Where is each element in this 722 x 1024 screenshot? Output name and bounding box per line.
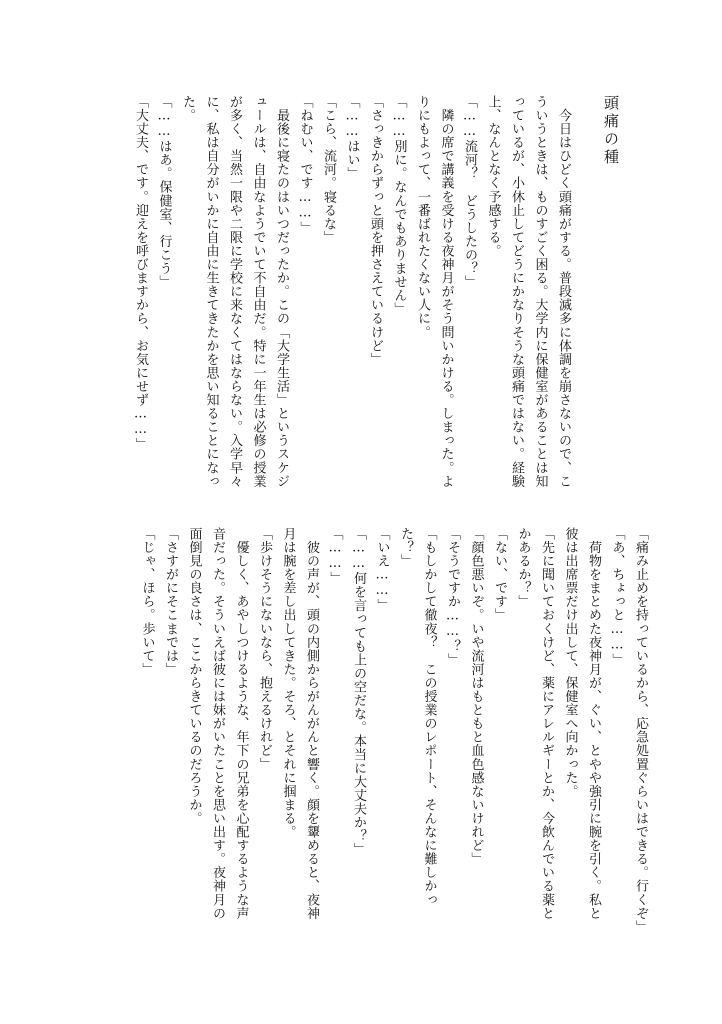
text-line: が多く、当然一限や二限に学校に来なくてはならない。入学早々 xyxy=(227,95,242,488)
text-line: 「……流河？ どうしたの？」 xyxy=(462,95,477,289)
text-line: 「顔色悪いぞ。いや流河はもともと血色感ないけれど」 xyxy=(468,527,484,866)
upper-text-block xyxy=(129,95,623,495)
text-line: た？」 xyxy=(398,527,413,568)
text-line: 最後に寝たのはいつだったか。この「大学生活」というスケジ xyxy=(274,95,289,488)
text-line: 月は腕を差し出してきた。そろ、とそれに掴まる。 xyxy=(280,527,296,839)
text-line: 今日はひどく頭痛がする。普段滅多に体調を崩さないので、こ xyxy=(556,95,571,488)
text-line: た。 xyxy=(180,95,195,123)
text-line: 「こら、流河。寝るな」 xyxy=(321,95,336,245)
text-line: 彼の声が、頭の内側からがんがんと響く。顔を顰めると、夜神 xyxy=(304,527,319,920)
text-line: 「大丈夫、です。迎えを呼びますから、お気にせず……」 xyxy=(133,95,148,452)
text-line: 「さっきからずっと頭を押さえているけど」 xyxy=(368,95,383,366)
text-line: ういうときは、ものすごく困る。大学内に保健室があることは知 xyxy=(532,95,548,488)
text-line: 「じゃ、ほら。歩いて」 xyxy=(139,527,155,677)
text-line: 「ない、です」 xyxy=(492,527,507,622)
text-line: 「いえ……」 xyxy=(374,527,390,613)
text-line: 「……別に。なんでもありません」 xyxy=(391,95,407,316)
text-line: ュールは、自由なようでいて不自由だ。特に一年生は必修の授業 xyxy=(250,95,266,488)
text-line: 「ねむい、です……」 xyxy=(297,95,313,235)
text-line: 「……何を言っても上の空だな。本当に大丈夫か？」 xyxy=(351,527,366,857)
text-line: 「先に聞いておくけど、薬にアレルギーとか、今飲んでいる薬と xyxy=(539,527,554,920)
text-line xyxy=(599,95,623,495)
text-line: 上、なんとなく予感する。 xyxy=(485,95,501,258)
text-line: 隣の席で講義を受ける夜神月がそう問いかける。しまった。よ xyxy=(438,95,454,488)
text-line: 彼は出席票だけ出して、保健室へ向かった。 xyxy=(562,527,578,798)
text-line: かあるか？」 xyxy=(515,527,531,609)
text-line: 「さすがにそこまでは」 xyxy=(163,527,178,677)
text-line: 「痛み止めを持っているから、応急処置ぐらいはできる。行くぞ」 xyxy=(633,527,648,934)
text-line xyxy=(575,95,599,495)
text-line: 面倒見の良さは、ここからきているのだろうか。 xyxy=(186,527,202,826)
text-line: っているが、小休止してどうにかなりそうな頭痛ではない。経験 xyxy=(509,95,524,488)
text-line: に、私は自分がいかに自由に生きてきたかを思い知ることになっ xyxy=(203,95,219,488)
story-title: 頭痛の種 xyxy=(602,95,620,167)
text-line: 優しく、あやしつけるような、年下の兄弟を心配するような声 xyxy=(233,527,249,920)
text-line: 「そうですか……？」 xyxy=(445,527,460,667)
text-line: 音だった。そういえば彼には妹がいたことを思い出す。夜神月の xyxy=(210,527,225,920)
text-line: 「……はあ。保健室、行こう」 xyxy=(156,95,172,289)
text-line: りにもよって、一番ばれたくない人に。 xyxy=(415,95,430,339)
text-line: 「もしかして徹夜？ この授業のレポート、そんなに難しかっ xyxy=(421,527,437,907)
text-line: 荷物をまとめた夜神月が、ぐい、とやや強引に腕を引く。私と xyxy=(586,527,601,920)
text-line: 「あ、ちょっと……」 xyxy=(609,527,625,667)
text-line: 「……はい」 xyxy=(344,95,360,181)
text-line: 「歩けそうにないなら、抱えるけれど」 xyxy=(257,527,272,771)
lower-text-block xyxy=(135,527,652,947)
text-line: 「……」 xyxy=(327,527,343,586)
